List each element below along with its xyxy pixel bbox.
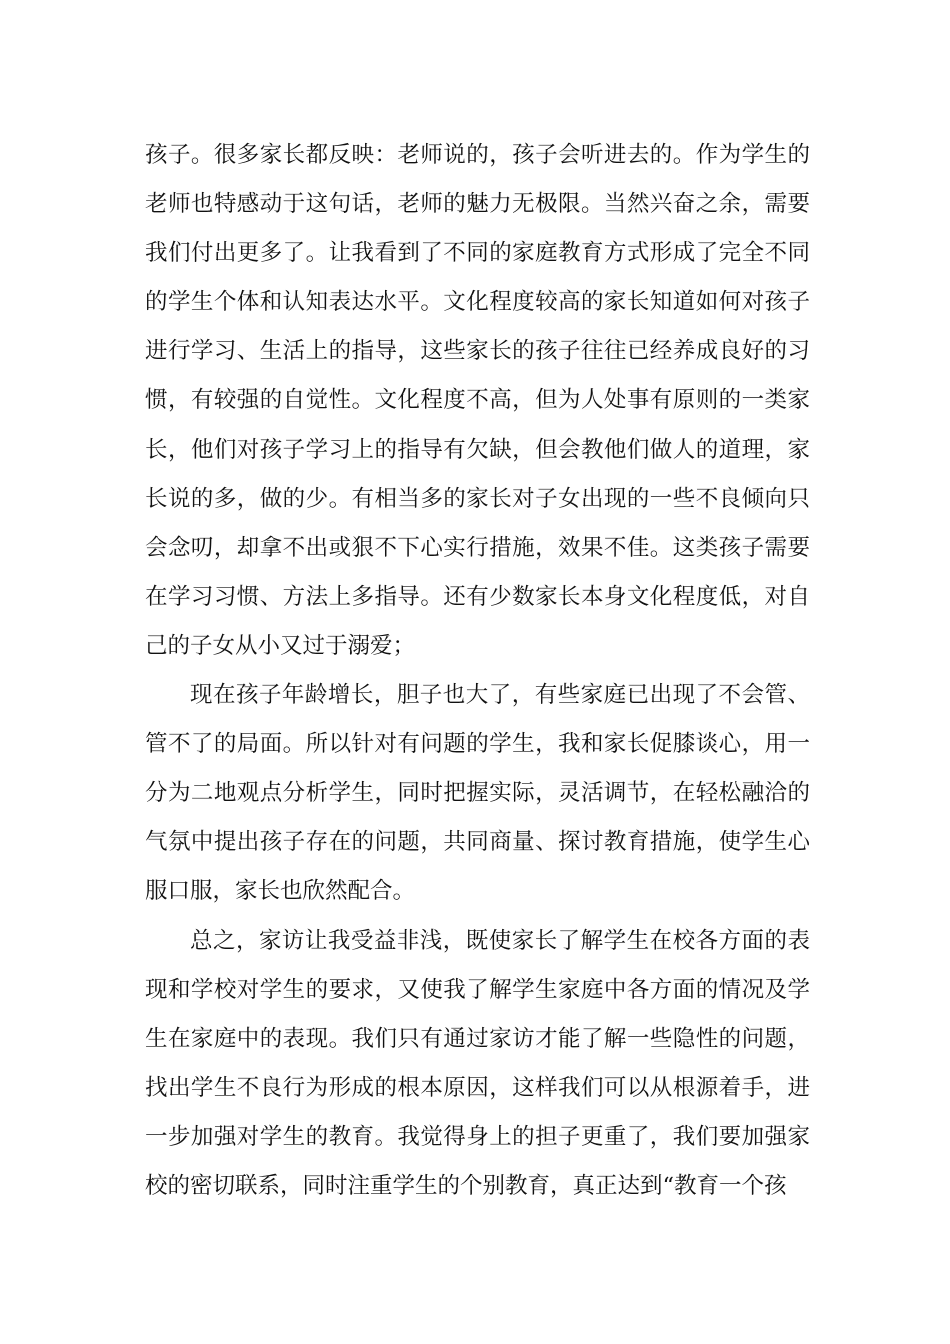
paragraph-1: 孩子。很多家长都反映：老师说的，孩子会听进去的。作为学生的老师也特感动于这句话，老师的魅力无极限。当然兴奋之余，需要我们付出更多了。让我看到了不同的家庭教育方式形成了完全不同的学生个体和认知表达水平。文化程度较高的家长知道如何对孩子进行学习、生活上的指导，这些家长的孩子往往已经养成良好的习惯，有较强的自觉性。文化程度不高，但为人处事有原则的一类家长，他们对孩子学习上的指导有欠缺，但会教他们做人的道理，家长说的多，做的少。有相当多的家长对子女出现的一些不良倾向只会念叨，却拿不出或狠不下心实行措施，效果不佳。这类孩子需要在学习习惯、方法上多指导。还有少数家长本身文化程度低，对自己的子女从小又过于溺爱； xyxy=(145,142,810,659)
paragraph-2: 现在孩子年龄增长，胆子也大了，有些家庭已出现了不会管、管不了的局面。所以针对有问题的学生，我和家长促膝谈心，用一分为二地观点分析学生，同时把握实际，灵活调节，在轻松融洽的气氛中提出孩子存在的问题，共同商量、探讨教育措施，使学生心服口服，家长也欣然配合。 xyxy=(145,682,810,905)
paragraph-3: 总之，家访让我受益非浅，既使家长了解学生在校各方面的表现和学校对学生的要求，又使我了解学生家庭中各方面的情况及学生在家庭中的表现。我们只有通过家访才能了解一些隐性的问题，找出学生不良行为形成的根本原因，这样我们可以从根源着手，进一步加强对学生的教育。我觉得身上的担子更重了，我们要加强家校的密切联系，同时注重学生的个别教育，真正达到“教育一个孩 xyxy=(145,927,810,1199)
document-body xyxy=(145,131,810,1211)
